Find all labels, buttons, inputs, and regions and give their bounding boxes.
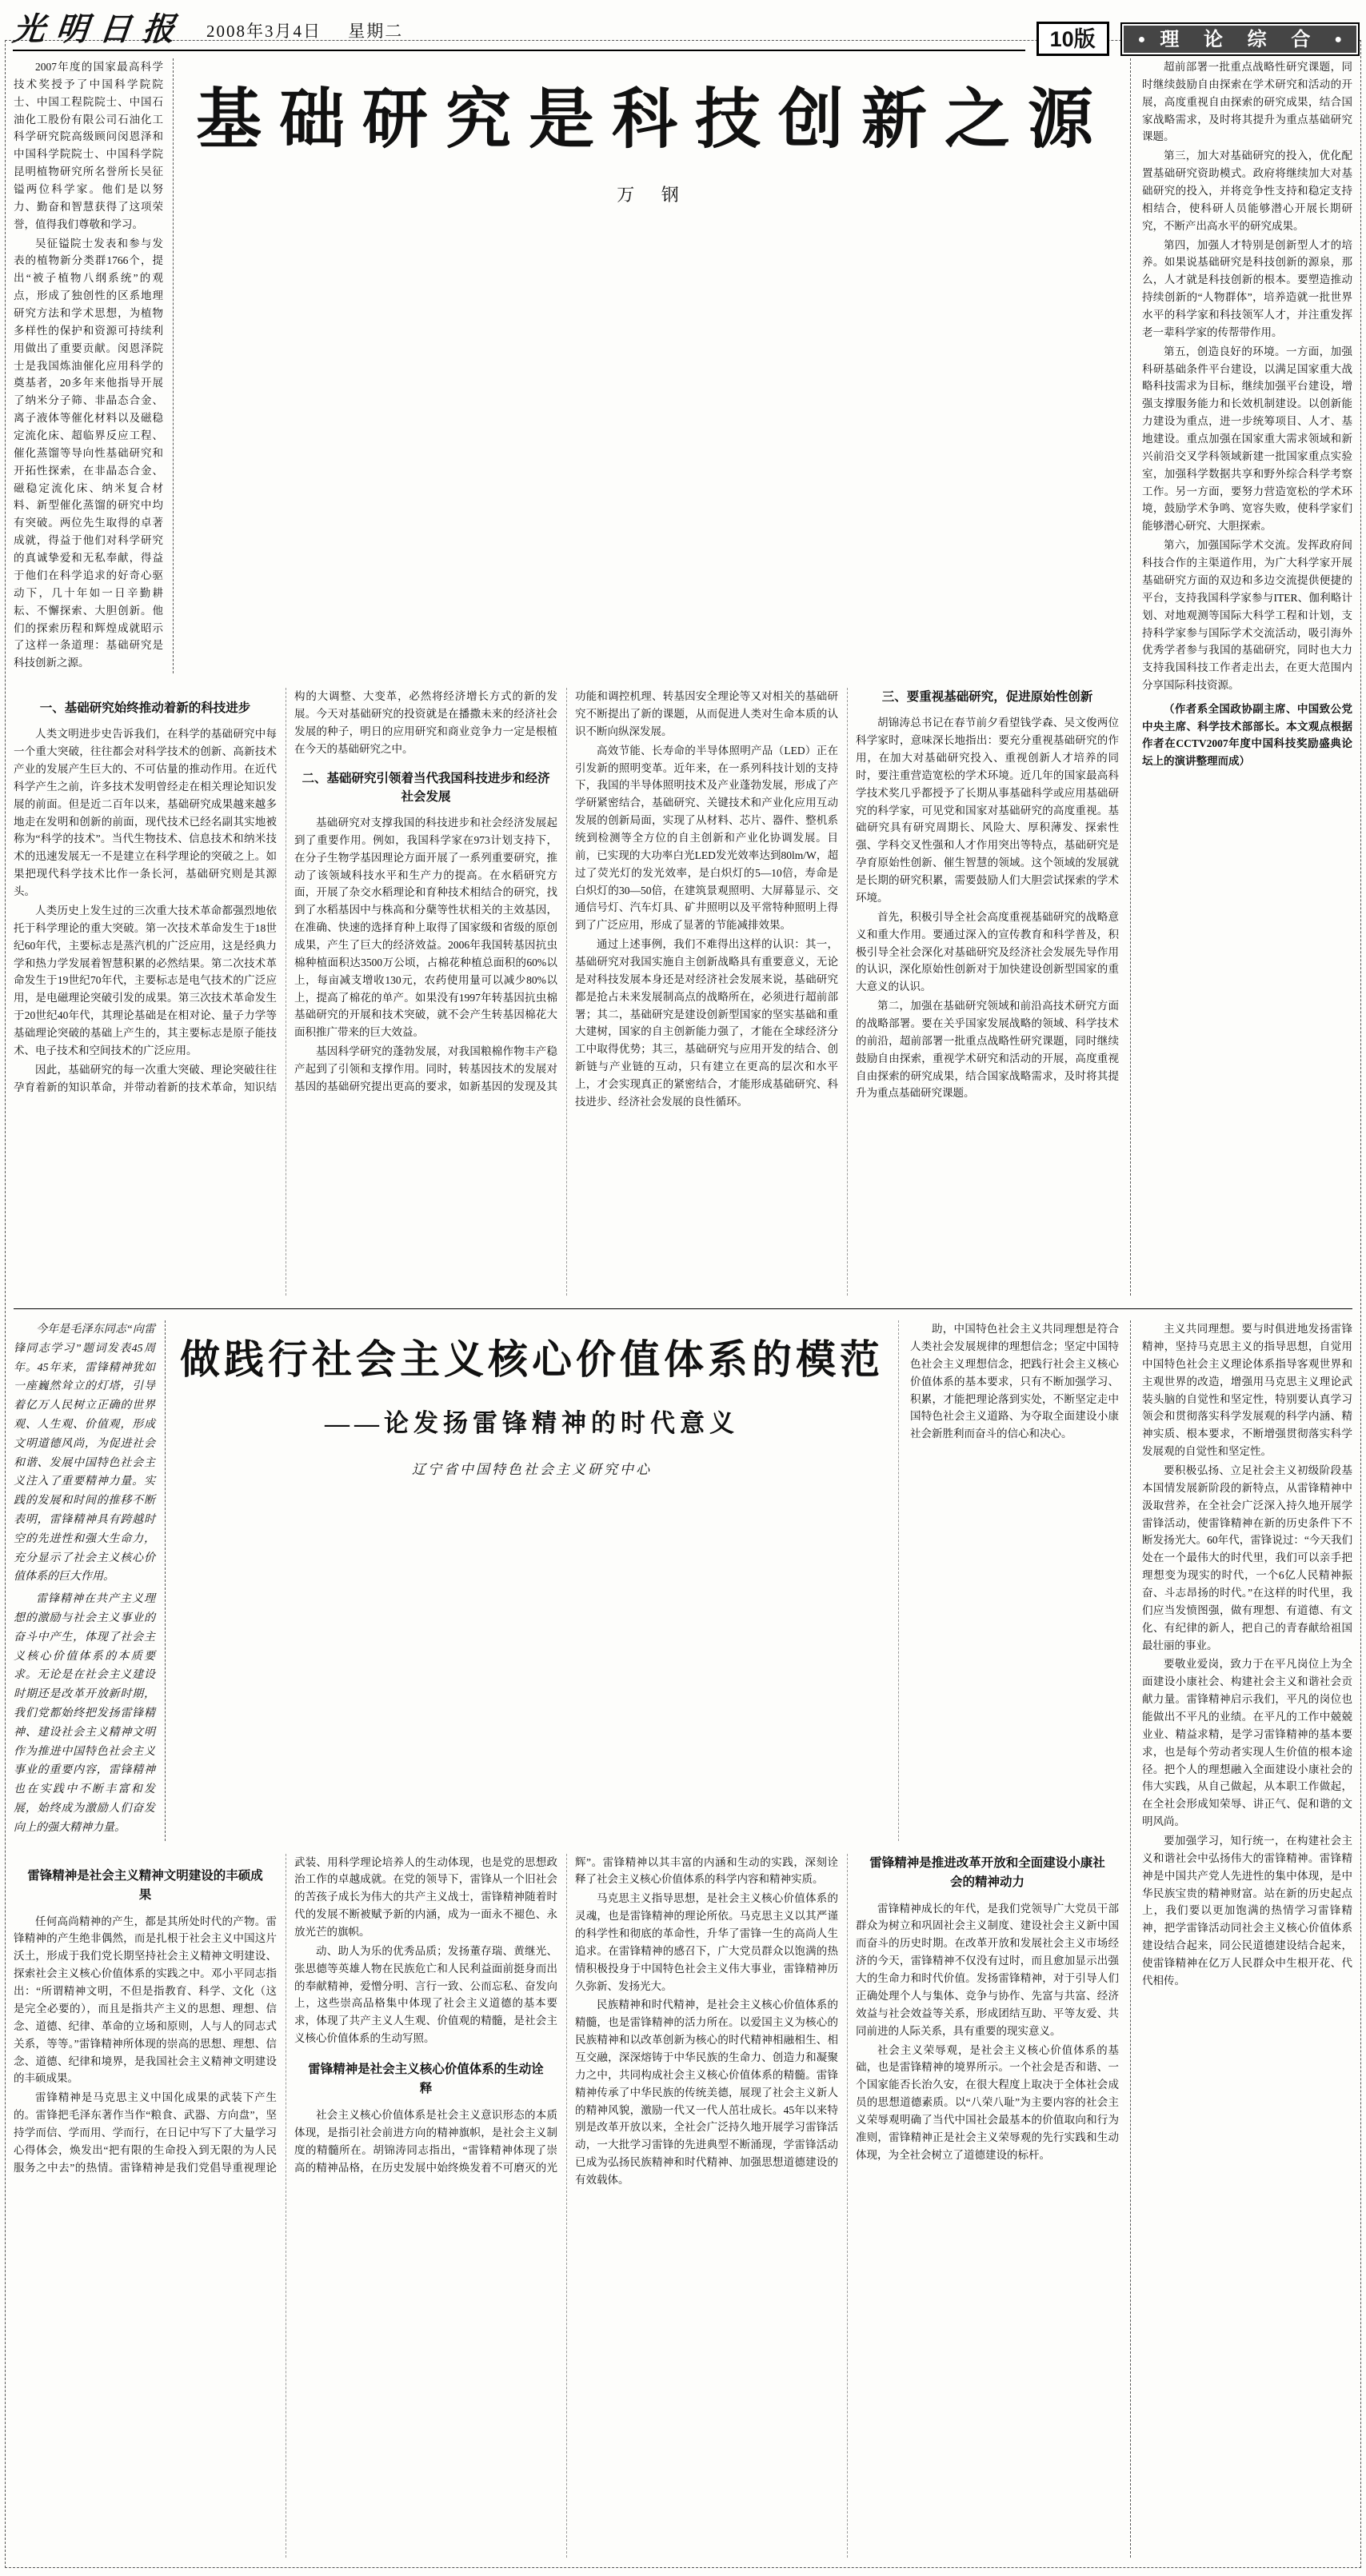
section-heading: 三、要重视基础研究，促进原始性创新 [881, 690, 1093, 705]
article1-sidebar-text [1142, 58, 1352, 694]
article2-byline: 辽宁省中国特色社会主义研究中心 [412, 1462, 652, 1478]
section-heading: 雷锋精神是社会主义核心价值体系的生动诠释 [308, 2063, 544, 2096]
article-divider-rule [14, 1308, 1352, 1309]
page-number-box: 10版 [1036, 22, 1109, 56]
article2-sidebar-text [1142, 1320, 1352, 1990]
paragraph: 超前部署一批重点战略性研究课题，同时继续鼓励自由探索在学术研究和活动的开展，高度重视自由探索的研究成果，结合国家战略需求，及时将其提升为重点基础研究课题。 [1142, 61, 1352, 143]
paragraph: 基础研究对支撑我国的科技进步和社会经济发展起到了重要作用。例如，我国科学家在973计划支持下，在分子生物学基因理论方面开展了一系列重要研究，推动了该领域科技水平和生产力的提高。在水稻研究方面，开展了杂交水稻理论和育种技术相结合的研究，找到了水稻基因中与株高和分蘖等性状相关的主效基因，在准确、快速的选择育种上取得了国家级和省级的原创成果，产生了巨大的经济效益。2006年我国转基因抗虫棉种植面积达3500万公顷，占棉花种植总面积的60%以上，每亩减支增收130元，农药使用量可以减少80%以上，提高了棉花的单产。如果没有1997年转基因抗虫棉基础研究的开展和技术突破，就不会产生转基因棉花大面积推广带来的巨大效益。 [294, 817, 557, 1039]
article2-subtitle: ——论发扬雷锋精神的时代意义 [325, 1409, 739, 1438]
paragraph: 今年是毛泽东同志“向雷锋同志学习”题词发表45周年。45年来，雷锋精神犹如一座巍然耸立的灯塔，引导着亿万人民树立正确的世界观、人生观、价值观，形成文明道德风尚，为促进社会和谐、发展中国特色社会主义注入了重要精神力量。实践的发展和时间的推移不断表明，雷锋精神具有跨越时空的先进性和强大生命力，充分显示了社会主义核心价值体系的巨大作用。 [14, 1324, 155, 1584]
paragraph: 基因科学研究的蓬勃发展，对我国粮棉作物丰产稳产起到了引领和支撑作用。同时，转基因技术的发展对基因的基础研究提出更高的要求，如新基因的发现及其功能和调控机理、转基因安全理论等又对相关的基础研究不断提出了新的课题，从而促进人类对生命本质的认识不断向纵深发展。 [294, 690, 838, 1092]
paragraph: 要积极弘扬、立足社会主义初级阶段基本国情发展新阶段的新特点，从雷锋精神中汲取营养，在全社会广泛深入持久地开展学雷锋活动，使雷锋精神在新的历史条件下不断发扬光大。60年代，雷锋说过：“今天我们处在一个最伟大的时代里，我们可以亲手把理想变为现实的时代，一个6亿人民精神振奋、斗志昂扬的时代。”在这样的时代里，我们应当发愤图强，做有理想、有道德、有文化、有纪律的新人，把自己的青春献给祖国最壮丽的事业。 [1142, 1464, 1352, 1651]
paragraph: 雷锋精神成长的年代，是我们党领导广大党员干部群众为树立和巩固社会主义制度、建设社会主义新中国而奋斗的历史时期。在改革开放和发展社会主义市场经济的今天，雷锋精神不仅没有过时，而且愈加显示出强大的生命力和时代价值。发扬雷锋精神，对于引导人们正确处理个人与集体、竞争与协作、先富与共富、经济效益与社会效益等关系，形成团结互助、平等友爱、共同前进的人际关系，具有重要的现实意义。 [856, 1902, 1119, 2037]
article2-intro-column [14, 1320, 166, 1841]
paragraph: 要加强学习，知行统一，在构建社会主义和谐社会中弘扬伟大的雷锋精神。雷锋精神是中国共产党人先进性的集中体现，是中华民族宝贵的精神财富。站在新的历史起点上，我们要以更加饱满的热情学习雷锋精神，把学雷锋活动同社会主义核心价值体系建设结合起来，同公民道德建设结合起来，使雷锋精神在亿万人民群众中生根开花、代代相传。 [1142, 1835, 1352, 1987]
weekday-text: 星期二 [348, 22, 404, 41]
paragraph: 任何高尚精神的产生，都是其所处时代的产物。雷锋精神的产生绝非偶然，而是扎根于社会主义中国这片沃土，形成于我们党长期坚持社会主义精神文明建设、探索社会主义核心价值体系的实践之中。邓小平同志指出：“所谓精神文明，不但是指教育、科学、文化（这是完全必要的），而且是指共产主义的思想、理想、信念、道德、纪律、革命的立场和原则，人与人的同志式关系，等等。”雷锋精神所体现的崇高的思想、理想、信念、道德、纪律和境界，是我国社会主义精神文明建设的丰硕成果。 [14, 1915, 277, 2085]
page-header [5, 5, 1361, 51]
paragraph: 马克思主义指导思想，是社会主义核心价值体系的灵魂，也是雷锋精神的理论所依。马克思主义以其严谨的科学性和彻底的革命性，升华了雷锋一生的高尚人生追求。在雷锋精神的感召下，广大党员群众以饱满的热情积极投身于中国特色社会主义伟大事业，雷锋精神历久弥新、发扬光大。 [575, 1892, 838, 1992]
paragraph: 动、助人为乐的优秀品质；发扬董存瑞、黄继光、张思德等英雄人物在民族危亡和人民利益面前挺身而出的奉献精神，爱憎分明、言行一致、公而忘私、奋发向上，这些崇高品格集中体现了社会主义道德的基本要求，体现了共产主义人生观、价值观的精髓，是社会主义核心价值体系的生动写照。 [294, 1944, 557, 2045]
paragraph: 第五，创造良好的环境。一方面，加强科研基础条件平台建设，以满足国家重大战略科技需求为目标，继续加强平台建设，增强支撑服务能力和长效机制建设。以创新能力建设为重点，进一步统筹项目、人才、基地建设。重点加强在国家重大需求领域和新兴前沿交叉学科领域新建一批国家重点实验室，加强科学数据共享和野外综合科学考察工作。另一方面，要努力营造宽松的学术环境，鼓励学术争鸣、宽容失败，使科学家们能够潜心研究、大胆探索。 [1142, 345, 1352, 533]
article1-intro-column [14, 58, 174, 673]
article2-main [14, 1320, 1119, 2558]
article1-main [14, 58, 1119, 1296]
paragraph: 民族精神和时代精神，是社会主义核心价值体系的精髓，也是雷锋精神的活力所在。以爱国主义为核心的民族精神和以改革创新为核心的时代精神相融相生、相互交融，深深熔铸于中华民族的生命力、创造力和凝聚力之中，共同构成社会主义核心价值体系的精髓。雷锋精神传承了中华民族的传统美德，展现了社会主义新人的精神风貌，激励一代又一代人茁壮成长。45年以来特别是改革开放以来，全社会广泛持久地开展学习雷锋活动，一大批学习雷锋的先进典型不断涌现，学雷锋活动已成为弘扬民族精神和时代精神、加强思想道德建设的有效载体。 [575, 1999, 838, 2187]
article2-headline: 做践行社会主义核心价值体系的模范 [180, 1337, 884, 1383]
paragraph: 第四，加强人才特别是创新型人才的培养。如果说基础研究是科技创新的源泉，那么，人才就是科技创新的根本。要塑造推动持续创新的“人物群体”，培养造就一批世界水平的科学家和科技领军人才，并注重发挥老一辈科学家的传帮带作用。 [1142, 238, 1352, 338]
paragraph: 助，中国特色社会主义共同理想是符合人类社会发展规律的理想信念；坚定中国特色社会主义理想信念，把践行社会主义核心价值体系的基本要求，只有不断加强学习、积累，才能把理论落到实处，不断坚定走中国特色社会主义道路、为夺取全面建设小康社会新胜利而奋斗的信心和决心。 [910, 1323, 1119, 1440]
section-bullet-right-icon: ● [1334, 33, 1342, 46]
paragraph: 社会主义核心价值体系是社会主义意识形态的本质体现，是指引社会前进方向的精神旗帜，是社会主义制度的精髓所在。胡锦涛同志指出，“雷锋精神体现了崇高的精神品格，在历史发展中始终焕发着不可磨灭的光辉”。雷锋精神以其丰富的内涵和生动的实践，深刻诠释了社会主义核心价值体系的科学内容和精神实质。 [294, 1855, 838, 2174]
article2-title-block [180, 1320, 884, 1841]
section-name-box [1120, 22, 1360, 56]
section-heading: 一、基础研究始终推动着新的科技进步 [39, 701, 251, 716]
article-basic-research [14, 58, 1352, 1296]
section-heading: 二、基础研究引领着当代我国科技进步和经济社会发展 [302, 771, 550, 804]
article-leifeng-spirit [14, 1320, 1352, 2558]
paragraph: 雷锋精神在共产主义理想的激励与社会主义事业的奋斗中产生，体现了社会主义核心价值体系的本质要求。无论是在社会主义建设时期还是改革开放新时期，我们党都始终把发扬雷锋精神、建设社会主义精神文明作为推进中国特色社会主义事业的重要内容，雷锋精神也在实践中不断丰富和发展，始终成为激励人们奋发向上的强大精神力量。 [14, 1593, 155, 1834]
header-left [10, 11, 1025, 51]
paragraph: 首先，积极引导全社会高度重视基础研究的战略意义和重大作用。要通过深入的宣传教育和科学普及，积极引导全社会深化对基础研究及经济社会发展先导作用的认识，深化原始性创新对于加快建设创新型国家的重大意义的认识。 [856, 910, 1119, 993]
paragraph: 人类历史上发生过的三次重大技术革命都强烈地依托于科学理论的重大突破。第一次技术革命发生于18世纪60年代，主要标志是蒸汽机的广泛应用，这是经典力学和热力学发展着智慧积累的必然结果。第二次技术革命发生于19世纪70年代，主要标志是电气技术的广泛应用，是电磁理论突破引发的成果。第三次技术革命发生于20世纪40年代，其理论基础是在相对论、量子力学等基础理论突破的基础上产生的，其主要标志是原子能技术、电子技术和空间技术的广泛应用。 [14, 904, 277, 1056]
paragraph: 要敬业爱岗，致力于在平凡岗位上为全面建设小康社会、构建社会主义和谐社会贡献力量。雷锋精神启示我们，平凡的岗位也能做出不平凡的业绩。在平凡的工作中兢兢业业、精益求精，是学习雷锋精神的基本要求，也是每个劳动者实现人生价值的根本途径。把个人的理想融入全面建设小康社会的伟大实践，从自己做起，从本职工作做起，在全社会形成知荣辱、讲正气、促和谐的文明风尚。 [1142, 1658, 1352, 1828]
article2-sidebar-column [1130, 1320, 1352, 2558]
section-heading: 雷锋精神是社会主义精神文明建设的丰硕成果 [27, 1868, 263, 1902]
dateline [206, 18, 403, 47]
paragraph: 主义共同理想。要与时俱进地发扬雷锋精神，坚持马克思主义的指导思想，自觉用中国特色社会主义理论体系指导客观世界和主观世界的改造，增强用马克思主义理论武装头脑的自觉性和坚定性，特别要认真学习领会和贯彻落实科学发展观的科学内涵、精神实质、根本要求，不断增强贯彻落实科学发展观的自觉性和坚定性。 [1142, 1323, 1352, 1458]
paragraph: 高效节能、长寿命的半导体照明产品（LED）正在引发新的照明变革。近年来，在一系列科技计划的支持下，我国的半导体照明技术及产业蓬勃发展，形成了产学研紧密结合，基础研究、关键技术和产业化应用互动发展的创新局面，实现了从材料、芯片、器件、整机系统到检测等全方位的自主创新和产业化协调发展。目前，已实现的大功率白光LED发光效率达到80lm/W，超过了荧光灯的发光效率，是白炽灯的5—10倍，寿命是白炽灯的30—50倍，在建筑景观照明、大屏幕显示、交通信号灯、汽车灯具、矿井照明以及平常特种照明上得到了广泛应用，形成了显著的节能减排效果。 [575, 744, 838, 932]
paragraph: 2007年度的国家最高科学技术奖授予了中国科学院院士、中国工程院院士、中国石油化工股份有限公司石油化工科学研究院高级顾问闵恩泽和中国科学院院士、中国科学院昆明植物研究所名誉所长吴征镒两位科学家。他们是以努力、勤奋和智慧获得了这项荣誉，值得我们尊敬和学习。 [14, 61, 163, 230]
article1-author: 万 钢 [617, 185, 690, 206]
paragraph: 通过上述事例，我们不难得出这样的认识：其一，基础研究对我国实施自主创新战略具有重要意义，无论是对科技发展本身还是对经济社会发展来说，基础研究都是抢占未来发展制高点的战略所在，必须进行超前部署；其二，基础研究是建设创新型国家的坚实基础和重大建树，国家的自主创新能力强了，才能在全球经济分工中取得优势；其三，基础研究与应用开发的结合、创新链与产业链的互动，只有建立在更高的层次和水平上，才会实现真正的紧密结合，才能形成基础研究、科技进步、经济社会发展的良性循环。 [575, 938, 838, 1108]
paragraph: 第二，加强在基础研究领域和前沿高技术研究方面的战略部署。要在关乎国家发展战略的领域、科学技术的前沿，超前部署一批重点战略性研究课题，同时继续鼓励自由探索，重视学术研究和活动的开展，高度重视自由探索的研究成果，结合国家战略需求，及时将其提升为重点基础研究课题。 [856, 1000, 1119, 1100]
article1-headline: 基础研究是科技创新之源 [195, 83, 1111, 156]
date-text: 2008年3月4日 [206, 22, 322, 41]
page-frame [5, 40, 1361, 2568]
article1-sidebar-column [1130, 58, 1352, 1296]
article2-headline-side-text [898, 1320, 1119, 1841]
paragraph: 吴征镒院士发表和参与发表的植物新分类群1766个，提出“被子植物八纲系统”的观点，形成了独创性的区系地理研究方法和学术思想，为植物多样性的保护和资源可持续利用做出了重要贡献。闵恩泽院士是我国炼油催化应用科学的奠基者，20多年来他指导开展了纳米分子筛、非晶态合金、离子液体等催化材料以及磁稳定流化床、超临界反应工程、催化蒸馏等导向性基础研究和开拓性探索，在非晶态合金、磁稳定流化床、纳米复合材料、新型催化蒸馏的研究中均有突破。两位先生取得的卓著成就，得益于他们对科学研究的真诚挚爱和无私奉献，得益于他们在科学追求的好奇心驱动下，几十年如一日辛勤耕耘、不懈探索、大胆创新。他们的探索历程和辉煌成就昭示了这样一条道理：基础研究是科技创新之源。 [14, 237, 163, 669]
section-name-label: 理 论 综 合 [1160, 29, 1320, 50]
masthead-logo: 光明日报 [10, 11, 188, 47]
paragraph: 人类文明进步史告诉我们，在科学的基础研究中每一个重大突破，往往都会对科学技术的创新、高新技术产业的发展产生巨大的、不可估量的推动作用。在近代科学产生之前，许多技术发明曾经走在相关理论知识发展的前面。但是近二百年以来，基础研究成果越来越多地走在发明和创新的前面，现代技术已经名副其实地被称为“科学的技术”。当代生物技术、信息技术和纳米技术的迅速发展无一不是建立在科学理论的突破之上。如果把现代科学技术比作一条长河，基础研究则是其源头。 [14, 728, 277, 898]
section-heading: 雷锋精神是推进改革开放和全面建设小康社会的精神动力 [869, 1855, 1105, 1889]
article1-title-block [188, 58, 1119, 673]
article1-author-note: （作者系全国政协副主席、中国致公党中央主席、科学技术部部长。本文观点根据作者在CCTV2007年度中国科技奖励盛典论坛上的演讲整理而成） [1142, 702, 1352, 767]
article2-body-columns [14, 1854, 1119, 2558]
paragraph: 因此，基础研究的每一次重大突破、理论突破往往孕育着新的知识革命，并带动着新的技术革命，知识结构的大调整、大变革，必然将经济增长方式的新的发展。今天对基础研究的投资就是在播撒未来的经济社会发展的种子，明日的应用研究和商业竞争力一定是根植在今天的基础研究之中。 [14, 690, 557, 1093]
paragraph: 雷锋精神是马克思主义中国化成果的武装下产生的。雷锋把毛泽东著作当作“粮食、武器、方向盘”，坚持学而信、学而用、学而行，在日记中写下了大量学习心得体会，焕发出“把有限的生命投入到无限的为人民服务之中去”的热情。雷锋精神是我们党倡导重视理论武装、用科学理论培养人的生动体现，也是党的思想政治工作的卓越成就。在党的领导下，雷锋从一个旧社会的苦孩子成长为伟大的共产主义战士，雷锋精神随着时代的发展不断被赋予新的内涵，成为一面永不褪色、永放光芒的旗帜。 [14, 1855, 557, 2174]
paragraph: 胡锦涛总书记在春节前夕看望钱学森、吴文俊两位科学家时，意味深长地指出：要充分重视基础研究的作用，在加大对基础研究投入、重视创新人才培养的同时，要注重营造宽松的学术环境。近几年的国家最高科学技术奖几乎都授予了长期从事基础科学或应用基础研究的科学家，可见党和国家对基础研究的高度重视。基础研究具有研究周期长、风险大、厚积薄发、探索性强、学科交叉性强和人才作用突出等特点，基础研究是孕育原始性创新、催生智慧的领域。这个领域的发展就是长期的研究积累，需要鼓励人们大胆尝试探索的学术环境。 [856, 717, 1119, 904]
paragraph: 社会主义荣辱观，是社会主义核心价值体系的基础，也是雷锋精神的境界所示。一个社会是否和谐、一个国家能否长治久安，在很大程度上取决于全体社会成员的思想道德素质。以“八荣八耻”为主要内容的社会主义荣辱观明确了当代中国社会最基本的价值取向和行为准则，雷锋精神正是社会主义荣辱观的先行实践和生动体现，为全社会树立了道德建设的标杆。 [856, 2043, 1119, 2161]
article1-body-columns [14, 688, 1119, 1296]
section-bullet-left-icon: ● [1137, 33, 1146, 46]
paragraph: 第三，加大对基础研究的投入，优化配置基础研究资助模式。政府将继续加大对基础研究的投入，并将竞争性支持和稳定支持相结合，使科研人员能够潜心开展长期研究，不断产出高水平的研究成果。 [1142, 150, 1352, 232]
paragraph: 第六，加强国际学术交流。发挥政府间科技合作的主渠道作用，为广大科学家开展基础研究方面的双边和多边交流提供便捷的平台，支持我国科学家参与ITER、伽利略计划、对地观测等国际大科学工程和计划，支持科学家参与国际学术交流活动，吸引海外优秀学者参与我国的基础研究，同时也大力支持我国科技工作者走出去，在更大范围内分享国际科技资源。 [1142, 539, 1352, 692]
